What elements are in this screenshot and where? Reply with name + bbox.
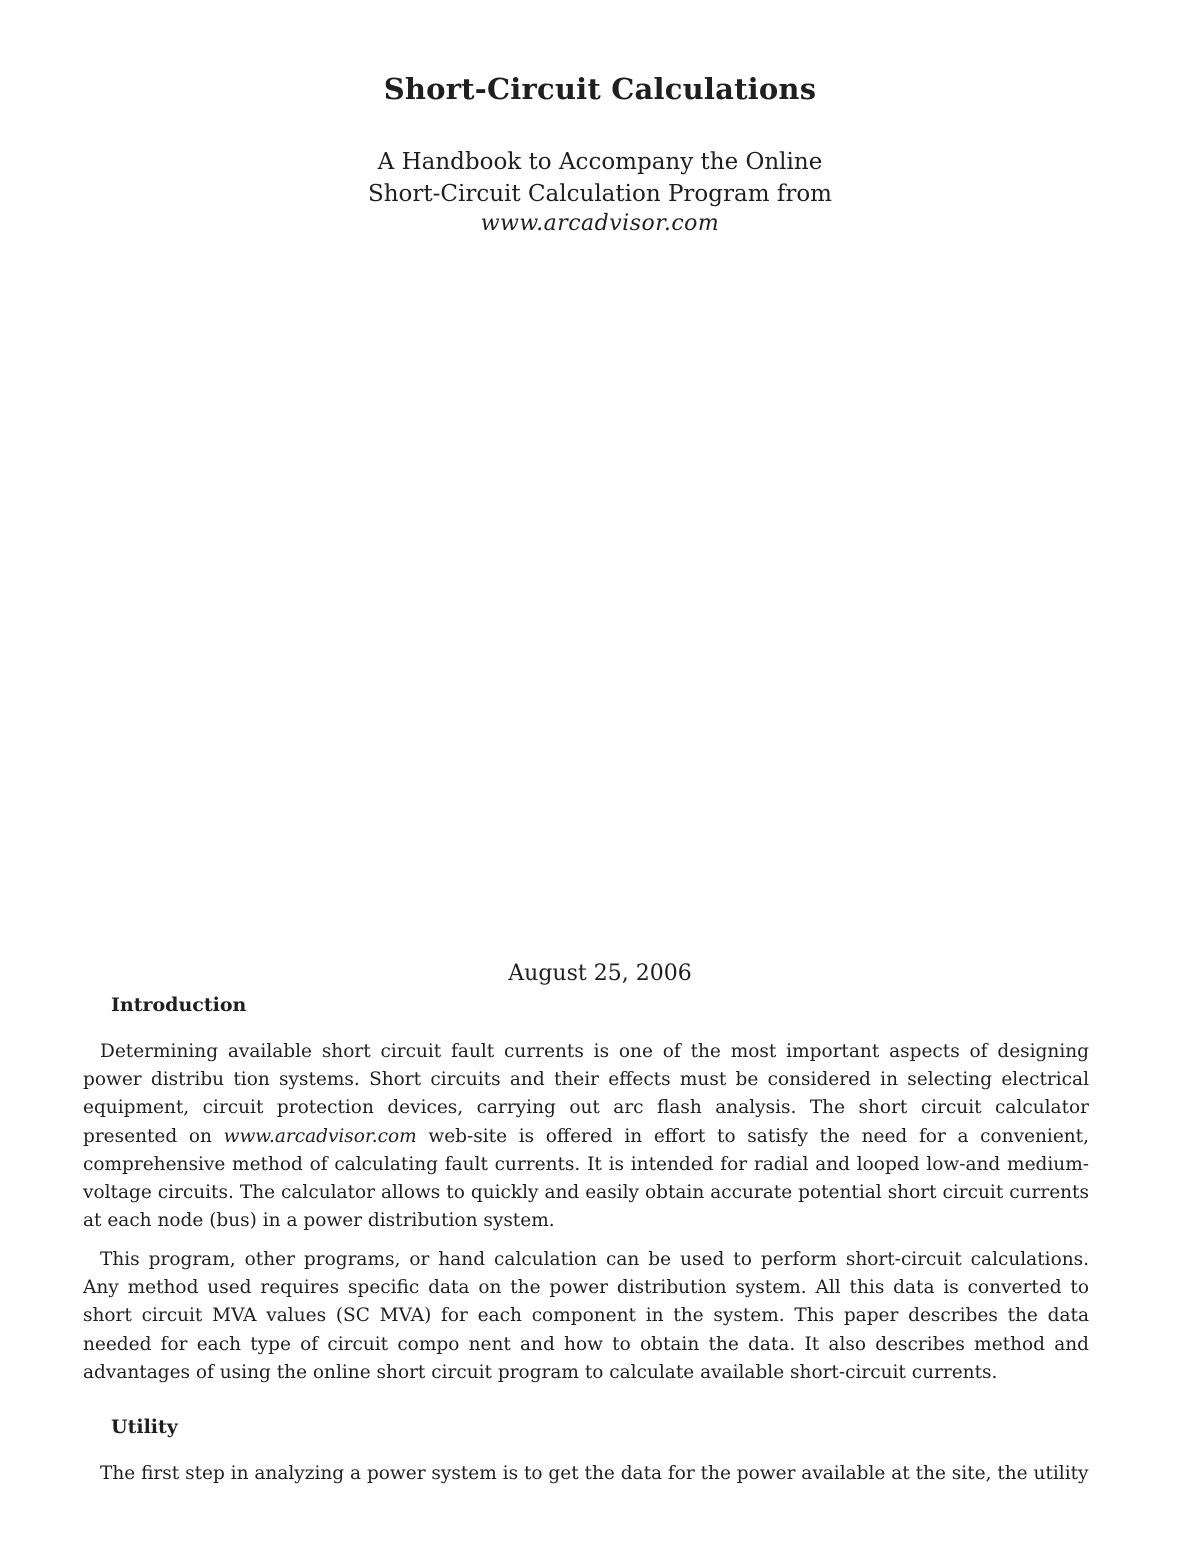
utility-paragraph-1: The first step in analyzing a power system is to get the data for the power available at the site, the utility <box>100 1463 1089 1484</box>
document-date: August 25, 2006 <box>508 961 692 986</box>
introduction-paragraph-1 <box>83 1038 1089 1235</box>
introduction-heading: Introduction <box>111 994 247 1016</box>
website-url: www.arcadvisor.com <box>480 211 720 236</box>
subtitle-line-1: A Handbook to Accompany the Online <box>377 149 823 175</box>
introduction-paragraph-1-text-a: Determining available short circuit fault currents is one of the most important aspects of designing power distribu tion systems. Short circuits and their effects must be considered in selecting electrical equipment, circuit protection devices, carrying out arc flash analysis. The short circuit calculator presented on <box>83 1041 1089 1147</box>
introduction-paragraph-1-text-b: web-site is offered in effort to satisfy the need for a convenient, comprehensive method of calculating fault currents. It is intended for radial and looped low-and medium-voltage circuits. The calculator allows to quickly and easily obtain accurate potential short circuit currents at each node (bus) in a power distribution system. <box>83 1125 1089 1232</box>
subtitle-line-2: Short-Circuit Calculation Program from <box>367 181 832 207</box>
document-title: Short-Circuit Calculations <box>383 72 817 106</box>
utility-heading: Utility <box>111 1416 178 1438</box>
inline-website-url: www.arcadvisor.com <box>223 1125 417 1147</box>
introduction-paragraph-2: This program, other programs, or hand calculation can be used to perform short-circuit calculations. Any method used requires specific data on the power distribution system. All this data is converted to short circuit MVA values (SC MVA) for each component in the system. This paper describes the data needed for each type of circuit compo nent and how to obtain the data. It also describes method and advantages of using the online short circuit program to calculate available short-circuit currents. <box>83 1249 1089 1383</box>
